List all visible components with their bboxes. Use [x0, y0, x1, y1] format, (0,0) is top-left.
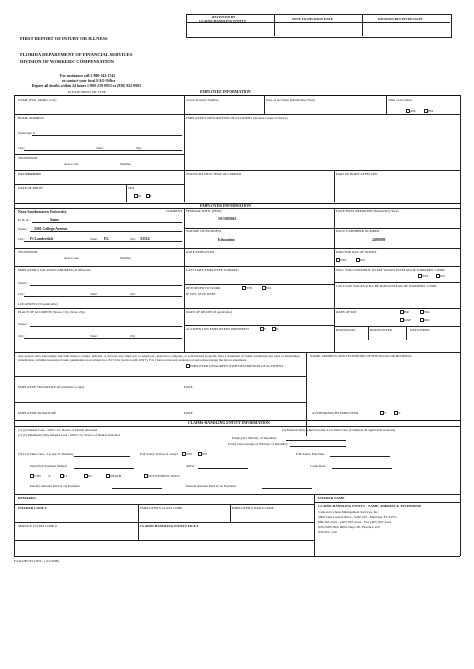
entity-line-4: NSU/GPO Box 6000, Dept. 60, Florence, KY: [318, 525, 381, 529]
hours-week-label: HOURS/WEEK: [370, 328, 393, 332]
place-city-label: City:: [18, 334, 25, 338]
claims-section-title: CLAIMS-HANDLING ENTITY INFORMATION: [188, 421, 270, 425]
rate-hr-label: HR: [404, 310, 409, 314]
aww-label: AWW: [186, 464, 195, 468]
policy-number-label: POLICY/MEMBER NUMBER: [336, 229, 380, 233]
last-day-wages-label: LAST DAY WAGES WILL BE PAID INSTEAD OF WORKERS' COMP: [336, 284, 437, 288]
zip-label: Zip:: [136, 146, 142, 150]
date-death-label: DATE OF DEATH (If applicable): [186, 310, 232, 314]
medical-only-option: (2) Medical Only which became Lost Time Case (Complete all applicable sections): [282, 428, 396, 432]
entity-line-5: NSUWC.com: [318, 530, 337, 534]
ttd-label: TTD: [34, 474, 41, 478]
location-address-label: EMPLOYER'S LOCATION ADDRESS (If different): [18, 268, 91, 272]
claims-entity-col: CLAIMS-HANDLING ENTITY: [199, 18, 247, 23]
disagree-label: EMPLOYER DISAGREES WITH DESCRIPTION OF ACCIDENT: [190, 364, 284, 368]
agency-line-1: FLORIDA DEPARTMENT OF FINANCIAL SERVICES: [20, 52, 133, 57]
occupation-label: OCCUPATION: [18, 172, 41, 176]
if-yes-date-label: IF YES, GIVE DATE: [186, 292, 216, 296]
first-payment-label: Date First Payment Mailed: [30, 464, 67, 468]
full-salary-yes-label: YES: [186, 452, 193, 456]
form-title: FIRST REPORT OF INJURY OR ILLNESS: [20, 36, 108, 41]
full-salary-label: Full Salary in lieu of comp?: [140, 452, 178, 456]
employer-telephone-label: TELEPHONE: [18, 250, 38, 254]
location-city-label: City:: [18, 292, 25, 296]
employee-telephone-label: TELEPHONE: [18, 156, 38, 160]
denied-case-option: (1) (a) Denied Case - DWC-12, Notice of Denial Attached: [18, 428, 98, 432]
employer-8th-day-label: Employer's 8th Day of Disability: [232, 436, 277, 440]
employer-street-value: 3301 College Avenue: [34, 226, 68, 231]
employer-city-value: Ft Lauderdale: [30, 236, 54, 241]
fein-label: FEDERAL IDEN. (FEIN): [186, 209, 222, 213]
employer-city-label: City:: [18, 237, 25, 241]
hours-day-label: HOURS/DAY: [336, 328, 356, 332]
death-label: DEATH: [110, 474, 122, 478]
fraud-statement: Any person who, knowingly and with intent to injure, defraud, or deceive any employer or employee, insurance company, or self-insured program, files a statement of claim containing any false or misleading information commits insurance fraud, punishable as provided in s. 817.234. Section 440.105(7), F.S. I have reviewed, understood and acknowledge the above statement.: [18, 354, 300, 363]
place-zip-label: Zip:: [130, 334, 136, 338]
entity-file-label: CLAIMS-HANDLING ENTITY FILE #: [140, 524, 199, 528]
am-label: AM: [410, 109, 416, 113]
insurer-name-label: INSURER NAME: [318, 496, 345, 500]
entity-8th-day-label: Entity's Knowledge of 8th Day of Disability: [228, 442, 288, 446]
full-salary-no-label: NO: [202, 452, 207, 456]
pm-label: PM: [428, 109, 433, 113]
will-pay-no-label: NO: [440, 274, 445, 278]
entity-header-label: CLAIMS-HANDLING ENTITY: [318, 504, 366, 508]
assist-line-3: Report all deaths within 24 hours 1-800-219-8953 or (850) 922-0983: [32, 84, 141, 88]
location-state-label: State:: [90, 292, 98, 296]
premises-label: ACCIDENT ON EMPLOYER'S PREMISES?: [186, 327, 249, 331]
location-street-label: Street:: [18, 281, 27, 285]
dob-label: DATE OF BIRTH: [18, 186, 43, 190]
date-accident-label: Date of Accident (Month/Day/Year): [266, 98, 315, 102]
returned-work-label: RETURNED TO WORK: [186, 286, 221, 290]
will-pay-label: WILL YOU CONTINUE TO PAY WAGES INSTEAD OF WORKERS' COMP?: [336, 268, 446, 272]
last-date-worked-label: LAST DATE EMPLOYEE WORKED: [186, 268, 239, 272]
date-first-reported-label: DATE FIRST REPORTED (Month/Day/Year): [336, 209, 399, 213]
nature-business-value: Education: [218, 238, 235, 242]
received-by-label: RECEIVED BY: [212, 15, 236, 19]
home-address-label: HOME ADDRESS: [18, 116, 45, 120]
company-label: COMPANY: [166, 208, 183, 213]
authorized-label: AUTHORIZED BY EMPLOYER: [312, 411, 359, 415]
rate-pay-label: RATE OF PAY: [336, 310, 357, 314]
rate-day-label: DAY: [404, 318, 412, 322]
employee-section-title: EMPLOYEE INFORMATION: [200, 90, 251, 94]
pt-label: PT: [88, 474, 92, 478]
employer-section-title: EMPLOYER INFORMATION: [200, 204, 251, 208]
street-apt-label: Street/Apt #:: [18, 131, 36, 135]
state-label: State:: [96, 146, 104, 150]
place-accident-label: PLACE OF ACCIDENT (Street, City, State, Zip): [18, 310, 85, 314]
assist-line-1: For assistance call 1-800-342-1741: [60, 74, 116, 78]
employee-description-label: EMPLOYEE'S DESCRIPTION OF ACCIDENT (Include Cause of Injury): [186, 116, 288, 120]
interest-label: Interest Amount Paid in 1st Payment: [186, 484, 236, 488]
injury-label: INJURY/ILLNESS THAT OCCURRED: [186, 172, 242, 176]
fein-value: 59-1083962: [218, 217, 237, 221]
it-label: IT: [64, 474, 68, 478]
penalty-label: Penalty Amount Paid in 1st Payment: [30, 484, 80, 488]
entity-line-3: 866-293-xxxx - (407) 667-xxxx - Fax (407) 667-xxxx: [318, 520, 392, 524]
agency-line-2: DIVISION OF WORKERS' COMPENSATION: [20, 59, 114, 64]
sex-m-label: M: [138, 194, 142, 198]
phone-number-label: Number: [120, 162, 132, 166]
entity-line-1: Cannon Cochran Management Services, Inc.: [318, 510, 379, 514]
form-number: Form DFS-F2-DWC-1 (12/2009): [14, 559, 60, 563]
location-number-label: LOCATION # (If applicable): [18, 302, 58, 306]
dba-value: Same: [50, 217, 59, 222]
ssn-label: Social Security Number: [186, 98, 219, 102]
physician-label: NAME, ADDRESS AND TELEPHONE OF PHYSICIAN OR HOSPITAL: [310, 354, 412, 358]
employer-zip-value: 33314: [140, 236, 150, 241]
full-salary-end-label: Full Salary End Date: [296, 452, 325, 456]
percent-label: %: [48, 474, 51, 478]
authorized-no-label: N: [398, 411, 401, 415]
premises-no-label: N: [276, 327, 279, 331]
employee-sig-date-label: DATE: [184, 385, 193, 389]
lost-time-option: (3) Lost Time Case - 1st day of disability: [18, 452, 74, 456]
company-value: Nova Southeastern University: [18, 210, 67, 214]
city-label: City:: [18, 146, 25, 150]
class-code-label: EMPLOYER'S CLASS CODE: [140, 506, 183, 510]
date-employed-label: DATE EMPLOYED: [186, 250, 214, 254]
entity-line-2: 2600 Lake Lucien Drive - Suite 225 - Maitland, FL 32751: [318, 515, 397, 519]
insurer-code-label: INSURER CODE #: [18, 506, 47, 510]
service-code-label: SERVICE CO/TPA CODE #: [18, 524, 57, 528]
employee-signature-label: EMPLOYEE SIGNATURE (If available to sign): [18, 385, 85, 389]
returned-yes-label: YES: [246, 286, 253, 290]
returned-no-label: NO: [266, 286, 271, 290]
print-note: PLEASE PRINT OR TYPE: [68, 90, 106, 94]
employer-state-value: FL: [104, 236, 109, 241]
authorized-yes-label: Y: [384, 411, 387, 415]
employer-zip-label: Zip:: [130, 237, 136, 241]
division-received-col: DIVISION RECEIVED DATE: [378, 17, 423, 21]
will-pay-yes-label: YES: [422, 274, 429, 278]
remarks-label: REMARKS:: [18, 496, 37, 500]
indemnity-denied-option: (1) (b) Indemnity Only Denied Case - DWC-12, Notice of Denial Attached: [18, 433, 120, 437]
employer-signature-label: EMPLOYER SIGNATURE: [18, 411, 56, 415]
area-code-label: Area Code: [64, 162, 79, 166]
employee-name-label: NAME (First, Middle, Last): [18, 98, 57, 102]
employer-number-label: Number: [120, 256, 132, 260]
settlement-label: SETTLEMENT ONLY: [148, 474, 180, 478]
place-state-label: State:: [90, 334, 98, 338]
time-accident-label: Time of Accident: [388, 98, 412, 102]
naics-code-label: EMPLOYER'S NAICS CODE: [232, 506, 274, 510]
rate-wk-label: WK: [424, 310, 430, 314]
policy-number-value: 2499309: [372, 238, 386, 242]
comp-rate-label: Comp Rate: [310, 464, 326, 468]
sex-f-label: F: [150, 194, 152, 198]
rate-mo-label: MO: [424, 318, 430, 322]
employer-sig-date-label: DATE: [184, 411, 193, 415]
body-part-label: PART OF BODY AFFECTED: [336, 172, 378, 176]
location-zip-label: Zip:: [130, 292, 136, 296]
employer-state-label: State:: [90, 237, 98, 241]
dba-label: D. B. A.:: [18, 218, 31, 222]
paid-day-label: PAID FOR DAY OF INJURY: [336, 250, 377, 254]
days-week-label: DAYS/WEEK: [410, 328, 430, 332]
assist-line-2: or contact your local EAO Office: [62, 79, 116, 83]
entity-header-2-label: NAME, ADDRESS & TELEPHONE: [368, 504, 422, 508]
paid-no-label: NO: [360, 258, 365, 262]
sent-division-col: SENT TO DIVISION DATE: [292, 17, 334, 21]
premises-yes-label: Y: [264, 327, 267, 331]
sex-label: SEX: [128, 186, 135, 190]
place-street-label: Street:: [18, 322, 27, 326]
paid-yes-label: YES: [340, 258, 347, 262]
employer-area-code-label: Area Code: [64, 256, 79, 260]
nature-business-label: NATURE OF BUSINESS: [186, 229, 222, 233]
employer-street-label: Street:: [18, 227, 27, 231]
